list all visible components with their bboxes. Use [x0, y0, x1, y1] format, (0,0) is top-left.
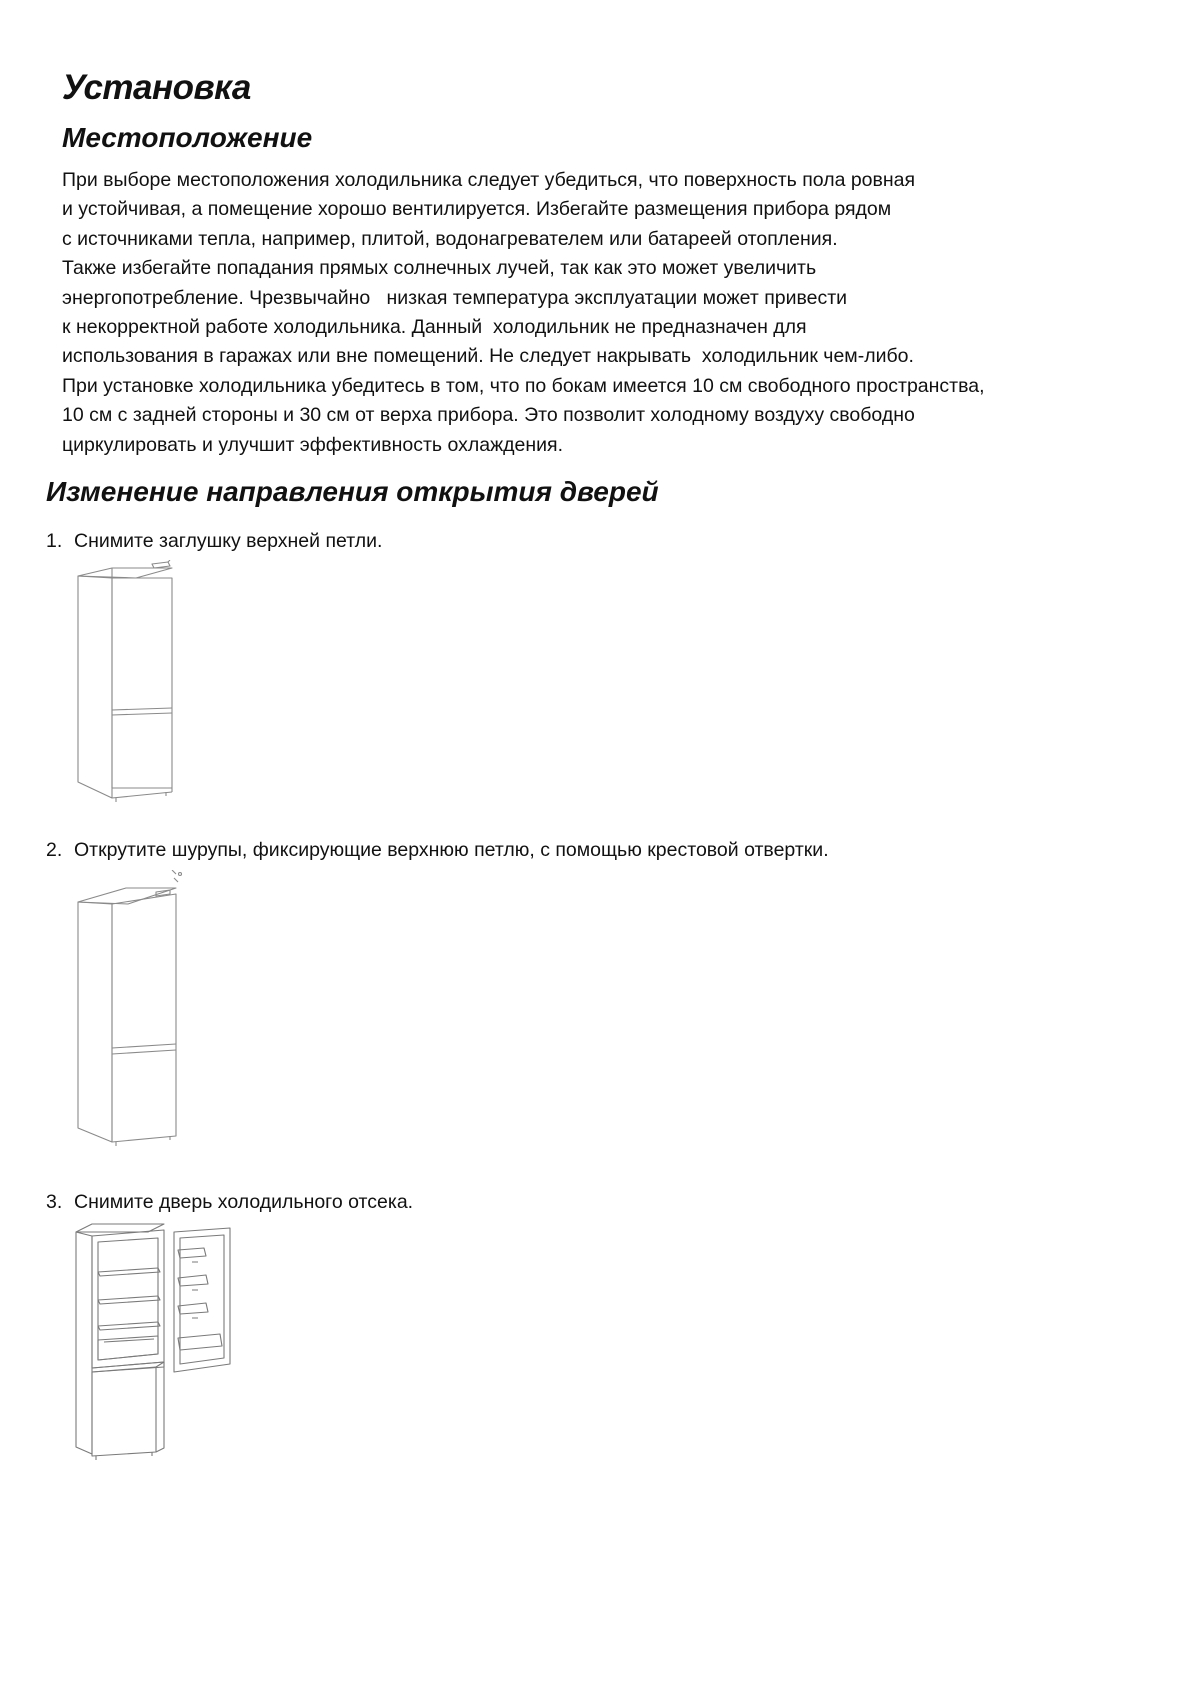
paragraph-line: энергопотребление. Чрезвычайно низкая температура эксплуатации может привести [62, 286, 848, 309]
paragraph-line: и устойчивая, а помещение хорошо вентилируется. Избегайте размещения прибора рядом [62, 198, 892, 221]
fridge-closed-hinge-screws-icon [72, 870, 192, 1150]
section-heading-location: Местоположение [62, 122, 313, 153]
location-paragraph [62, 166, 1172, 460]
paragraph-line: использования в гаражах или вне помещений. Не следует накрывать холодильник чем-либо. [62, 345, 914, 368]
step-2 [46, 836, 829, 864]
step-number: 2. [46, 839, 63, 861]
fridge-door-removed-icon [74, 1222, 234, 1462]
step-number: 1. [46, 530, 63, 552]
paragraph-line: Также избегайте попадания прямых солнечных лучей, так как это может увеличить [62, 257, 817, 280]
step-3 [46, 1188, 413, 1216]
page-title: Установка [62, 68, 251, 107]
step-text: Открутите шурупы, фиксирующие верхнюю петлю, с помощью крестовой отвертки. [74, 839, 829, 861]
paragraph-line: При установке холодильника убедитесь в том, что по бокам имеется 10 см свободного пространства, [62, 374, 985, 397]
step-text: Снимите заглушку верхней петли. [74, 530, 383, 552]
paragraph-line: к некорректной работе холодильника. Данный холодильник не предназначен для [62, 315, 807, 338]
paragraph-line: с источниками тепла, например, плитой, водонагревателем или батареей отопления. [62, 227, 838, 250]
step-1 [46, 527, 382, 555]
step-text: Снимите дверь холодильного отсека. [74, 1191, 414, 1213]
step-number: 3. [46, 1191, 63, 1213]
paragraph-line: При выборе местоположения холодильника следует убедиться, что поверхность пола ровная [62, 169, 916, 191]
paragraph-line: циркулировать и улучшит эффективность охлаждения. [62, 433, 564, 456]
paragraph-line: 10 см с задней стороны и 30 см от верха прибора. Это позволит холодному воздуху свободно [62, 404, 915, 427]
section-heading-door-reversal: Изменение направления открытия дверей [46, 476, 659, 507]
fridge-closed-hinge-cover-icon [72, 560, 182, 810]
